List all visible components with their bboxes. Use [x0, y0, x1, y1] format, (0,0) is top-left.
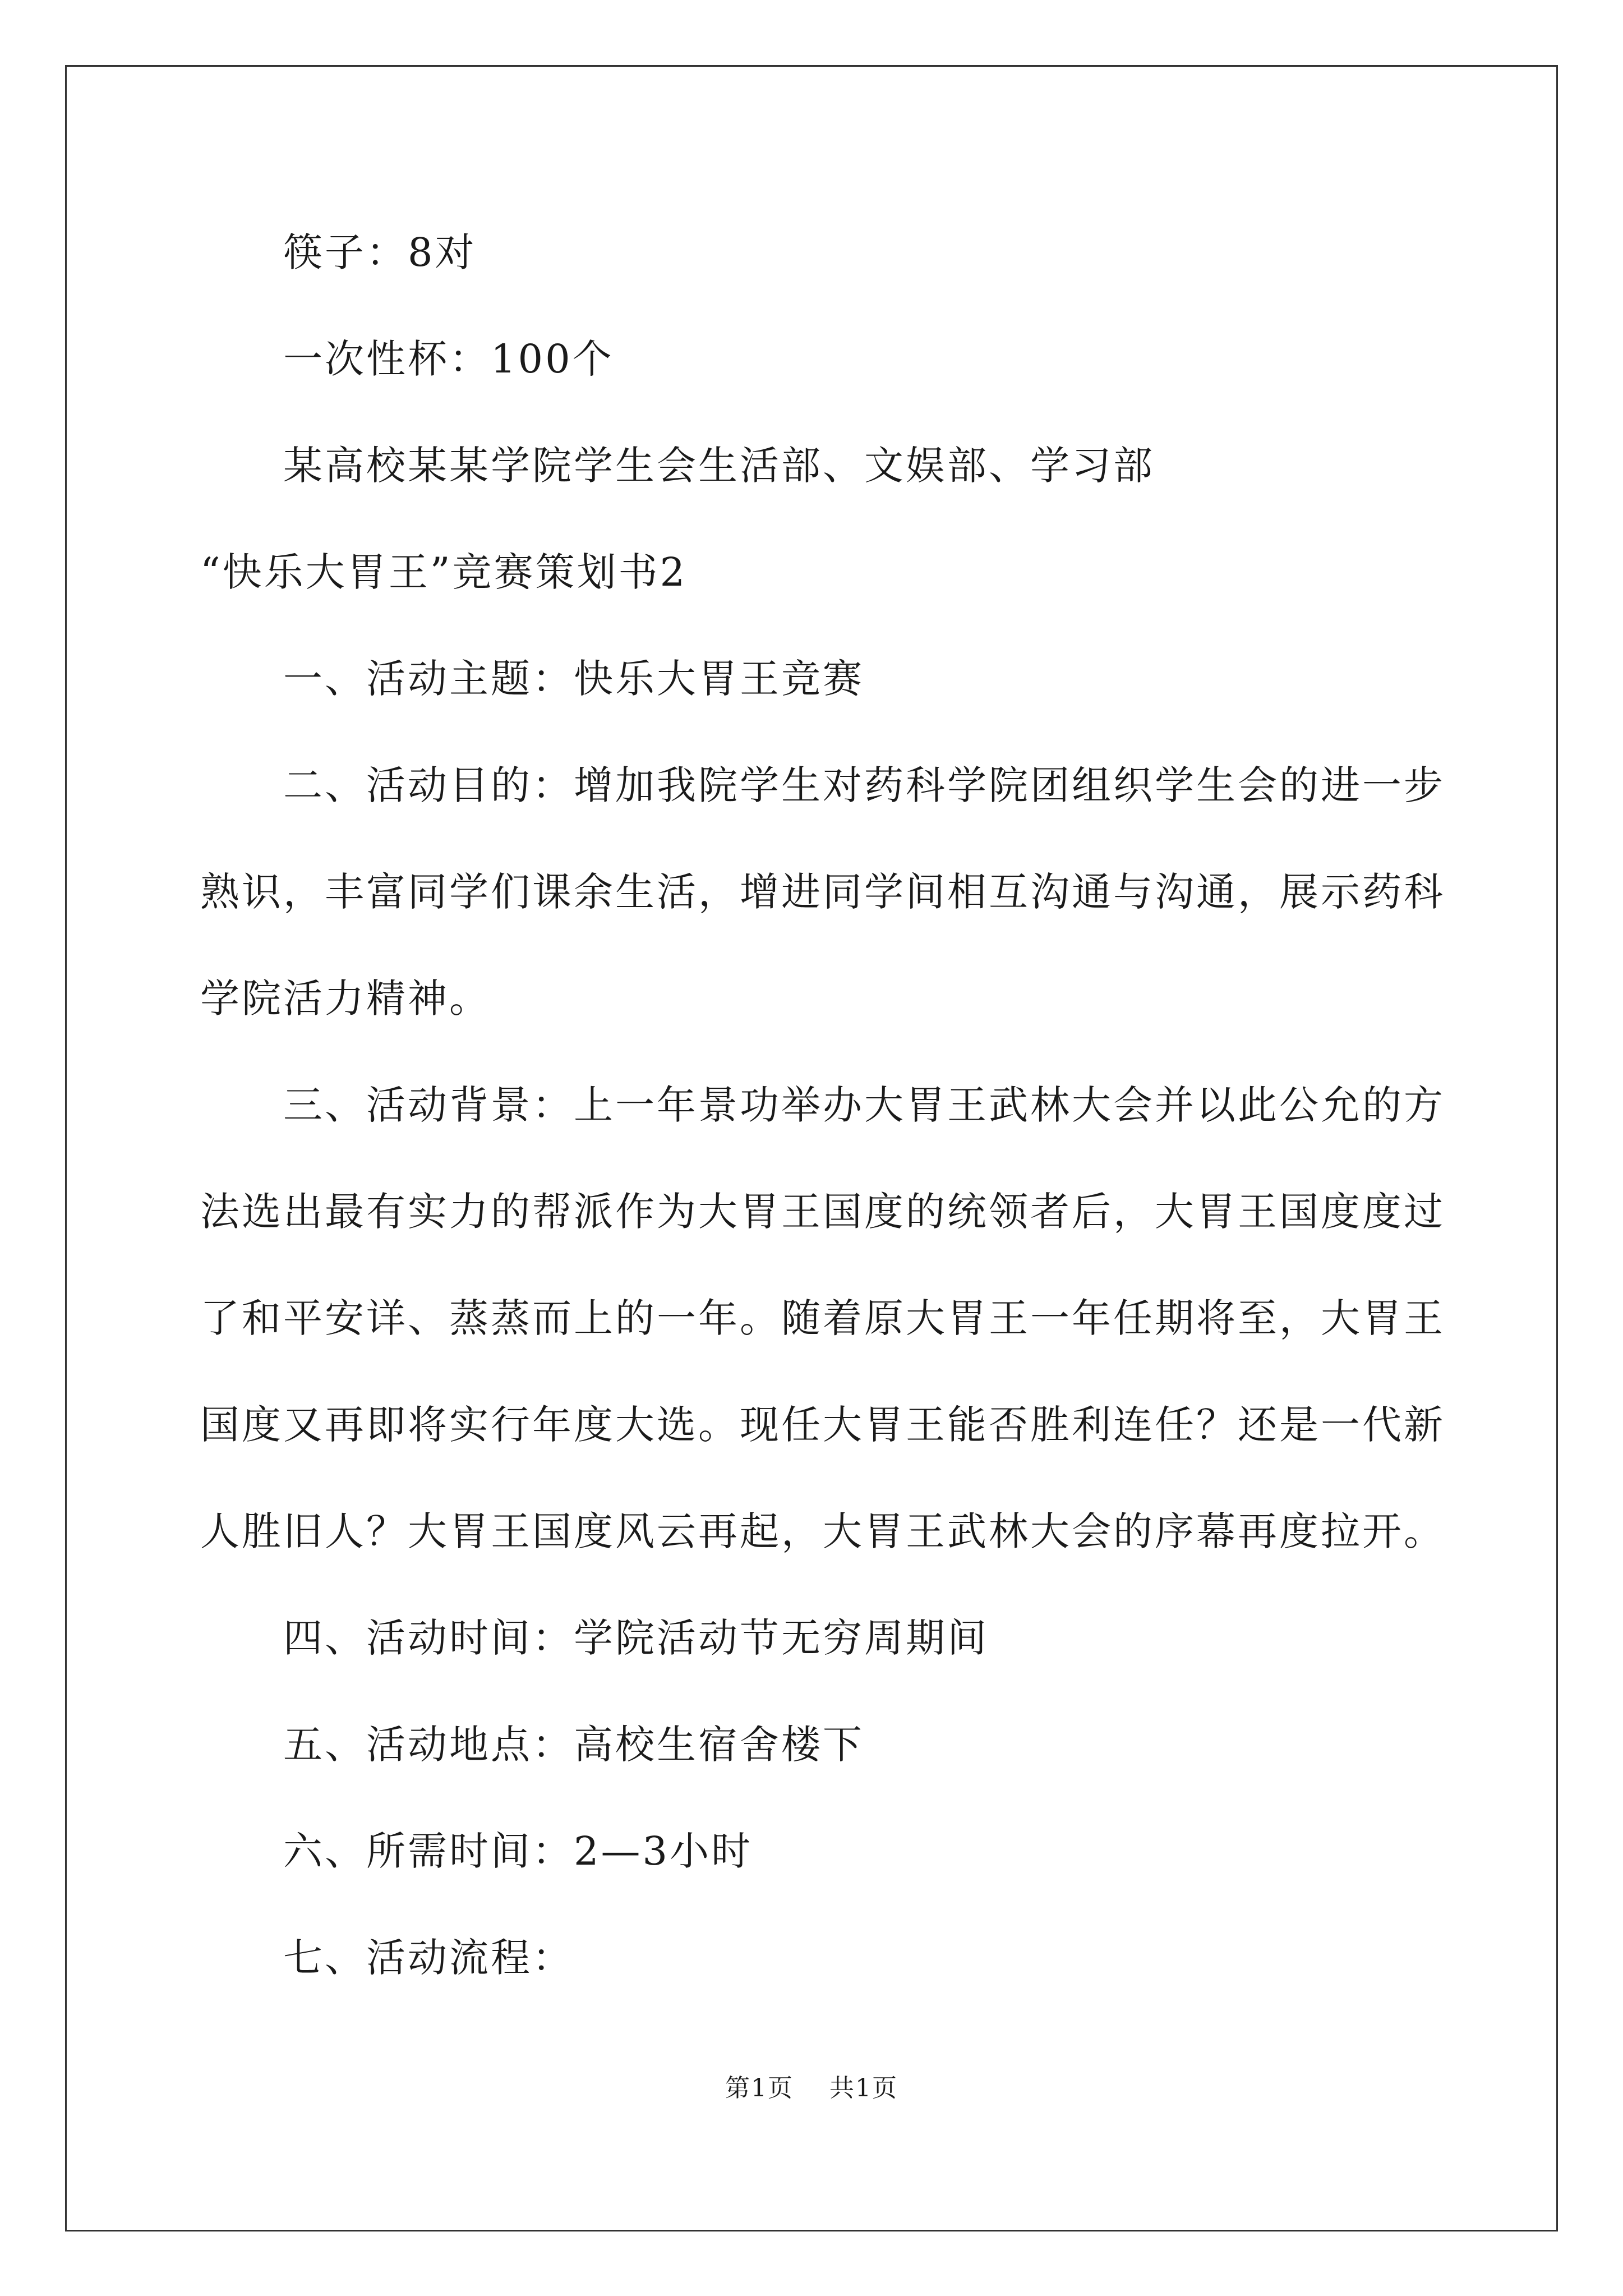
text-line: 人胜旧人？大胃王国度风云再起，大胃王武林大会的序幕再度拉开。: [200, 1508, 1445, 1554]
text-line: 国度又再即将实行年度大选。现任大胃王能否胜利连任？还是一代新: [200, 1402, 1445, 1448]
text-line: 一次性杯：100个: [283, 336, 614, 382]
text-line: 三、活动背景：上一年景功举办大胃王武林大会并以此公允的方: [283, 1082, 1445, 1128]
text-line: 熟识，丰富同学们课余生活，增进同学间相互沟通与沟通，展示药科: [200, 869, 1445, 915]
text-line: 四、活动时间：学院活动节无穷周期间: [283, 1615, 989, 1661]
page-border: [65, 65, 1558, 2231]
page-total: 共1页: [829, 2074, 898, 2102]
text-line: 六、所需时间：2—3小时: [283, 1828, 753, 1874]
text-line: 筷子：8对: [283, 229, 477, 275]
section-title: “快乐大胃王”竞赛策划书2: [200, 549, 688, 595]
page-number: 第1页: [725, 2074, 794, 2102]
text-line: 二、活动目的：增加我院学生对药科学院团组织学生会的进一步: [283, 762, 1445, 808]
text-line: 五、活动地点：高校生宿舍楼下: [283, 1722, 864, 1768]
text-line: 某高校某某学院学生会生活部、文娱部、学习部: [283, 443, 1155, 489]
text-line: 一、活动主题：快乐大胃王竞赛: [283, 656, 864, 702]
text-line: 七、活动流程：: [283, 1935, 574, 1981]
text-line: 学院活力精神。: [200, 976, 491, 1022]
text-line: 了和平安详、蒸蒸而上的一年。随着原大胃王一年任期将至，大胃王: [200, 1295, 1445, 1341]
page-footer: [0, 2072, 1623, 2105]
text-line: 法选出最有实力的帮派作为大胃王国度的统领者后，大胃王国度度过: [200, 1189, 1445, 1235]
